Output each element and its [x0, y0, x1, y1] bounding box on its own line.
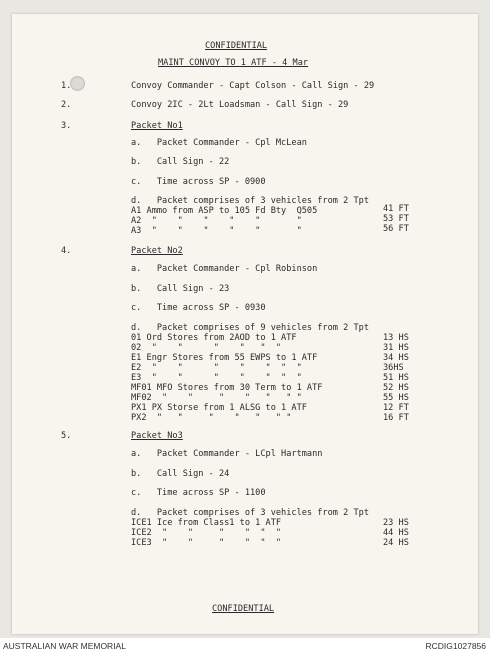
packet-2-row-5: E3 " " " " " " " [131, 373, 302, 383]
packet-3-number: 5. [61, 431, 72, 441]
packet-2-call-sign: b. Call Sign - 23 [131, 284, 230, 294]
packet-2-number: 4. [61, 246, 72, 256]
packet-3-call-sign: b. Call Sign - 24 [131, 469, 230, 479]
packet-2-row-2: 02 " " " " " " [131, 343, 282, 353]
packet-3-row-1: ICE1 Ice from Class1 to 1 ATF [131, 518, 282, 528]
archive-name: AUSTRALIAN WAR MEMORIAL [3, 641, 126, 651]
packet-2-row-7: MF02 " " " " " " " [131, 393, 302, 403]
packet-2-row-8: PX1 PX Storse from 1 ALSG to 1 ATF [131, 403, 307, 413]
packet-2-row-7-right: 55 HS [383, 393, 409, 403]
packet-2-row-5-right: 51 HS [383, 373, 409, 383]
item-2-number: 2. [61, 100, 72, 110]
packet-1-row-1-right: 41 FT [383, 204, 409, 214]
packet-1-commander: a. Packet Commander - Cpl McLean [131, 138, 307, 148]
packet-1-title: Packet No1 [131, 121, 183, 131]
packet-2-row-2-right: 31 HS [383, 343, 409, 353]
packet-1-row-3: A3 " " " " " " [131, 226, 302, 236]
packet-2-row-3-right: 34 HS [383, 353, 409, 363]
packet-2-title: Packet No2 [131, 246, 183, 256]
punch-hole [70, 76, 85, 91]
packet-1-time: c. Time across SP - 0900 [131, 177, 266, 187]
archive-reference: RCDIG1027856 [425, 641, 486, 651]
packet-3-row-1-right: 23 HS [383, 518, 409, 528]
packet-2-time: c. Time across SP - 0930 [131, 303, 266, 313]
packet-3-row-2-right: 44 HS [383, 528, 409, 538]
packet-2-row-9: PX2 " " " " " " " [131, 413, 292, 423]
packet-3-row-2: ICE2 " " " " " " [131, 528, 282, 538]
packet-1-number: 3. [61, 121, 72, 131]
packet-2-composition: d. Packet comprises of 9 vehicles from 2 Tpt [131, 323, 369, 333]
packet-2-row-1-right: 13 HS [383, 333, 409, 343]
item-2-text: Convoy 2IC - 2Lt Loadsman - Call Sign - 29 [131, 100, 349, 110]
item-1-text: Convoy Commander - Capt Colson - Call Sign - 29 [131, 81, 375, 91]
packet-3-time: c. Time across SP - 1100 [131, 488, 266, 498]
packet-1-row-3-right: 56 FT [383, 224, 409, 234]
packet-1-row-1: A1 Ammo from ASP to 105 Fd Bty Q505 [131, 206, 318, 216]
packet-2-row-6: MF01 MFO Stores from 30 Term to 1 ATF [131, 383, 323, 393]
packet-2-row-4: E2 " " " " " " " [131, 363, 302, 373]
packet-3-row-3: ICE3 " " " " " " [131, 538, 282, 548]
packet-2-row-3: E1 Engr Stores from 55 EWPS to 1 ATF [131, 353, 318, 363]
packet-1-composition: d. Packet comprises of 3 vehicles from 2 Tpt [131, 196, 369, 206]
classification-top: CONFIDENTIAL [205, 41, 268, 51]
packet-3-commander: a. Packet Commander - LCpl Hartmann [131, 449, 323, 459]
packet-3-title: Packet No3 [131, 431, 183, 441]
packet-2-row-9-right: 16 FT [383, 413, 409, 423]
packet-3-composition: d. Packet comprises of 3 vehicles from 2 Tpt [131, 508, 369, 518]
classification-bottom: CONFIDENTIAL [212, 604, 275, 614]
item-1-number: 1. [61, 81, 72, 91]
packet-2-row-6-right: 52 HS [383, 383, 409, 393]
document-title: MAINT CONVOY TO 1 ATF - 4 Mar [158, 58, 309, 68]
packet-2-commander: a. Packet Commander - Cpl Robinson [131, 264, 318, 274]
archive-footer [0, 639, 490, 654]
packet-2-row-4-right: 36HS [383, 363, 404, 373]
packet-1-row-2-right: 53 FT [383, 214, 409, 224]
packet-1-call-sign: b. Call Sign - 22 [131, 157, 230, 167]
packet-2-row-8-right: 12 FT [383, 403, 409, 413]
packet-3-row-3-right: 24 HS [383, 538, 409, 548]
packet-1-row-2: A2 " " " " " " [131, 216, 302, 226]
packet-2-row-1: 01 Ord Stores from 2AOD to 1 ATF [131, 333, 297, 343]
